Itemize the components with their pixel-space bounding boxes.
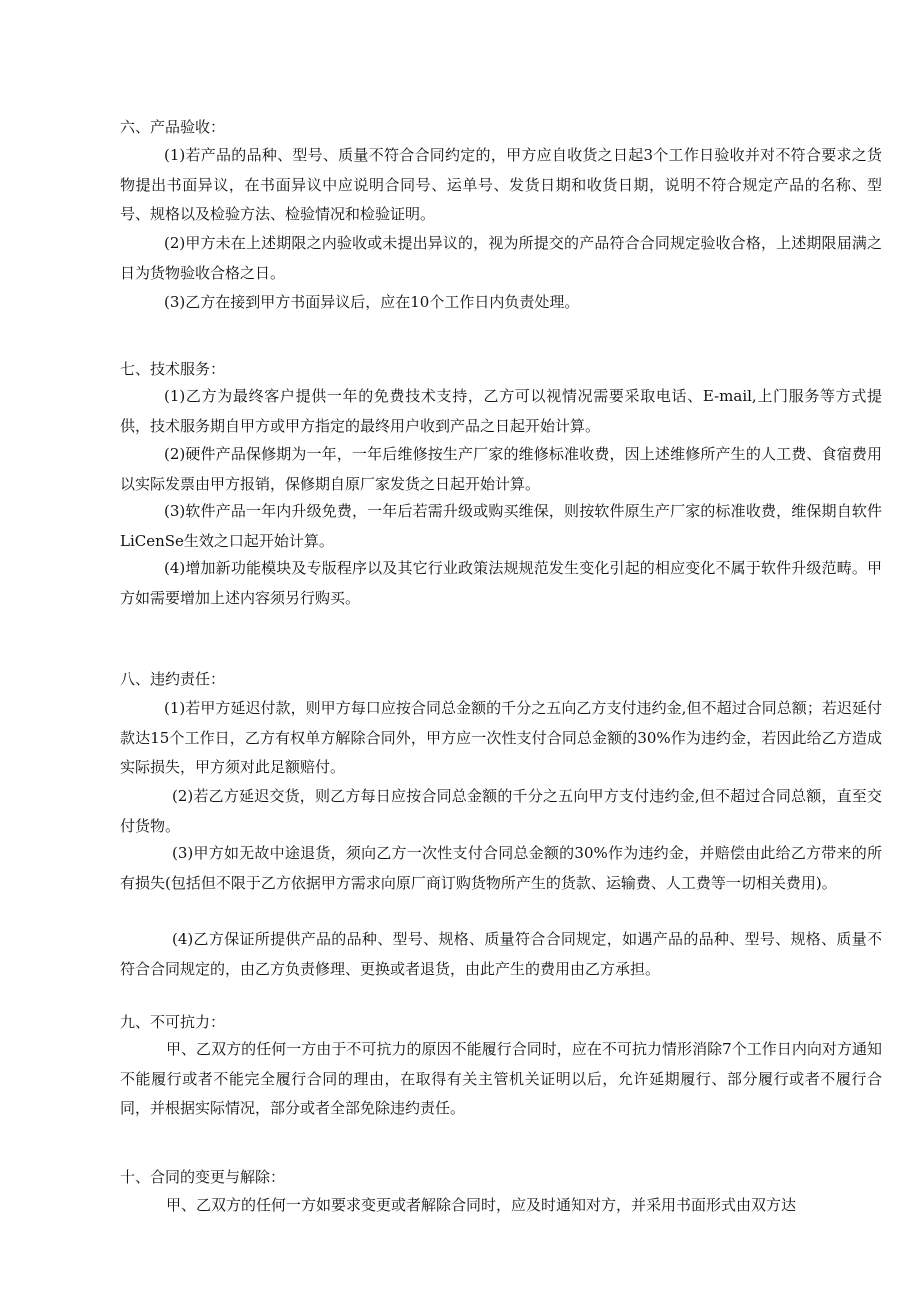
paragraph-acceptance-2: (2)甲方未在上述期限之内验收或未提出异议的，视为所提交的产品符合合同规定验收合格，上述期限届满之日为货物验收合格之日。 [120,234,882,282]
paragraph-acceptance-3: (3)乙方在接到甲方书面异议后，应在10个工作日内负责处理。 [164,293,580,311]
paragraph-breach-3: (3)甲方如无故中途退货，须向乙方一次性支付合同总金额的30%作为违约金，并赔偿由此给乙方带来的所有损失(包括但不限于乙方依据甲方需求向原厂商订购货物所产生的货款、运输费、人工费等一切相关费用)。 [120,844,882,892]
paragraph-breach-4: (4)乙方保证所提供产品的品种、型号、规格、质量符合合同规定，如遇产品的品种、型号、规格、质量不符合合同规定的，由乙方负责修理、更换或者退货，由此产生的费用由乙方承担。 [120,930,882,978]
paragraph-change-termination-1: 甲、乙双方的任何一方如要求变更或者解除合同时，应及时通知对方，并采用书面形式由双方达 [166,1196,797,1214]
paragraph-acceptance-1: (1)若产品的品种、型号、质量不符合合同约定的，甲方应自收货之日起3个工作日验收并对不符合要求之货物提出书面异议，在书面异议中应说明合同号、运单号、发货日期和收货日期，说明不符合规定产品的名称、型号、规格以及检验方法、检验情况和检验证明。 [120,146,882,223]
paragraph-breach-1: (1)若甲方延迟付款，则甲方每口应按合同总金额的千分之五向乙方支付违约金,但不超过合同总额；若迟延付款达15个工作日，乙方有权单方解除合同外，甲方应一次性支付合同总金额的30%作为违约金，若因此给乙方造成实际损失，甲方须对此足额赔付。 [120,699,882,776]
section-heading-change-termination: 十、合同的变更与解除： [120,1168,286,1186]
section-heading-breach: 八、违约责任： [120,670,226,688]
paragraph-tech-service-1: (1)乙方为最终客户提供一年的免费技术支持，乙方可以视情况需要采取电话、E-mail,上门服务等方式提供，技术服务期自甲方或甲方指定的最终用户收到产品之日起开始计算。 [120,387,882,435]
section-heading-acceptance: 六、产品验收： [120,118,226,136]
paragraph-tech-service-4: (4)增加新功能模块及专版程序以及其它行业政策法规规范发生变化引起的相应变化不属于软件升级范畴。甲方如需要增加上述内容须另行购买。 [120,559,882,607]
paragraph-force-majeure-1: 甲、乙双方的任何一方由于不可抗力的原因不能履行合同时，应在不可抗力情形消除7个工作日内向对方通知不能履行或者不能完全履行合同的理由，在取得有关主管机关证明以后，允许延期履行、部分履行或者不履行合同，并根据实际情况，部分或者全部免除违约责任。 [120,1040,882,1117]
paragraph-breach-2: (2)若乙方延迟交货，则乙方每日应按合同总金额的千分之五向甲方支付违约金,但不超过合同总额，直至交付货物。 [120,787,882,835]
paragraph-tech-service-3: (3)软件产品一年内升级免费，一年后若需升级或购买维保，则按软件原生产厂家的标准收费，维保期自软件LiCenSe生效之口起开始计算。 [120,502,882,550]
section-heading-tech-service: 七、技术服务： [120,360,226,378]
section-heading-force-majeure: 九、不可抗力： [120,1013,226,1031]
paragraph-tech-service-2: (2)硬件产品保修期为一年，一年后维修按生产厂家的维修标准收费，因上述维修所产生的人工费、食宿费用以实际发票由甲方报销，保修期自原厂家发货之日起开始计算。 [120,445,882,493]
